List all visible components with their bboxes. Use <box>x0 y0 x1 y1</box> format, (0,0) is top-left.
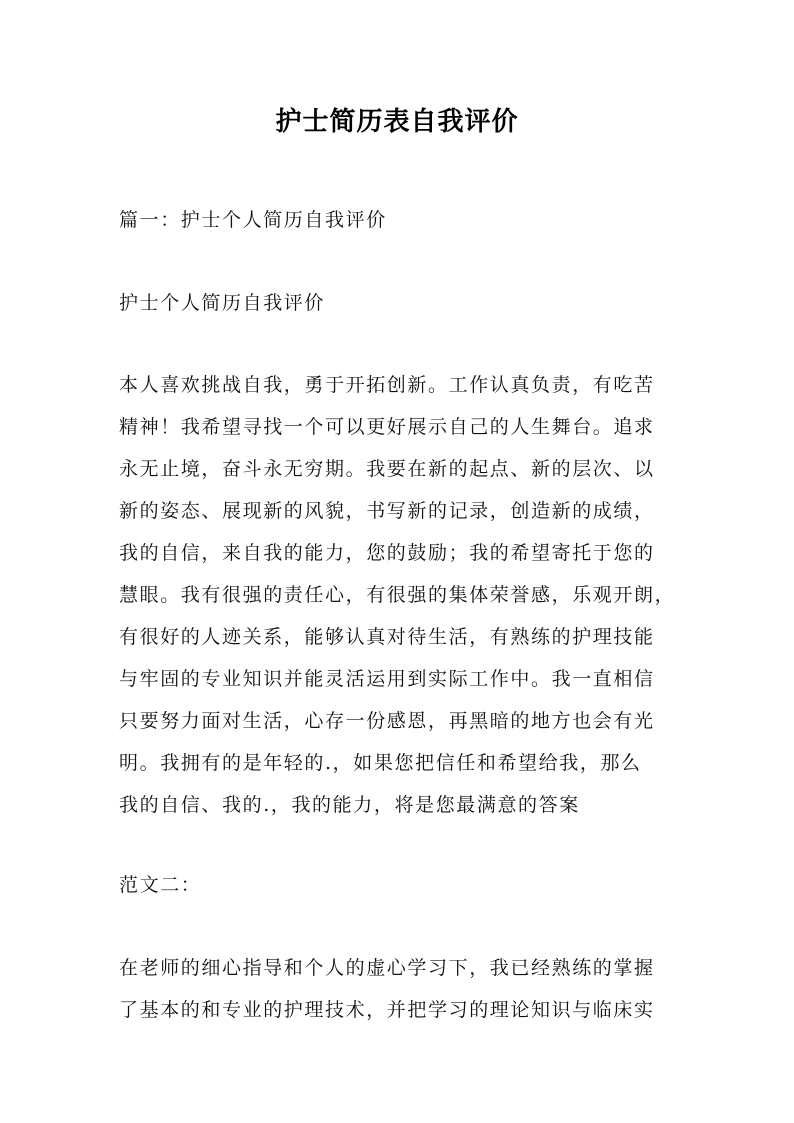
paragraph-line: 有很好的人迹关系，能够认真对待生活，有熟练的护理技能 <box>119 626 655 648</box>
paragraph-line: 了基本的和专业的护理技术，并把学习的理论知识与临床实 <box>119 999 655 1021</box>
paragraph-line: 与牢固的专业知识并能灵活运用到实际工作中。我一直相信 <box>119 668 655 690</box>
section-heading: 范文二： <box>119 874 202 896</box>
paragraph-line: 永无止境，奋斗永无穷期。我要在新的起点、新的层次、以 <box>119 458 655 480</box>
paragraph-line: 新的姿态、展现新的风貌，书写新的记录，创造新的成绩， <box>119 500 655 522</box>
section-subheading: 护士个人简历自我评价 <box>119 292 326 314</box>
document-title: 护士简历表自我评价 <box>275 107 519 137</box>
paragraph-line: 本人喜欢挑战自我，勇于开拓创新。工作认真负责，有吃苦 <box>119 374 655 396</box>
paragraph-line: 只要努力面对生活，心存一份感恩，再黑暗的地方也会有光 <box>119 710 655 732</box>
paragraph-line: 我的自信，来自我的能力，您的鼓励；我的希望寄托于您的 <box>119 542 655 564</box>
paragraph-2 <box>119 952 689 1036</box>
paragraph-line: 我的自信、我的.，我的能力，将是您最满意的答案 <box>119 794 580 816</box>
section-heading: 篇一：护士个人简历自我评价 <box>119 209 387 231</box>
paragraph-line: 明。我拥有的是年轻的.，如果您把信任和希望给我，那么 <box>119 752 642 774</box>
paragraph-1 <box>119 369 689 831</box>
paragraph-line: 精神！我希望寻找一个可以更好展示自己的人生舞台。追求 <box>119 416 655 438</box>
paragraph-line: 慧眼。我有很强的责任心，有很强的集体荣誉感，乐观开朗， <box>119 584 676 606</box>
paragraph-line: 在老师的细心指导和个人的虚心学习下，我已经熟练的掌握 <box>119 957 655 979</box>
